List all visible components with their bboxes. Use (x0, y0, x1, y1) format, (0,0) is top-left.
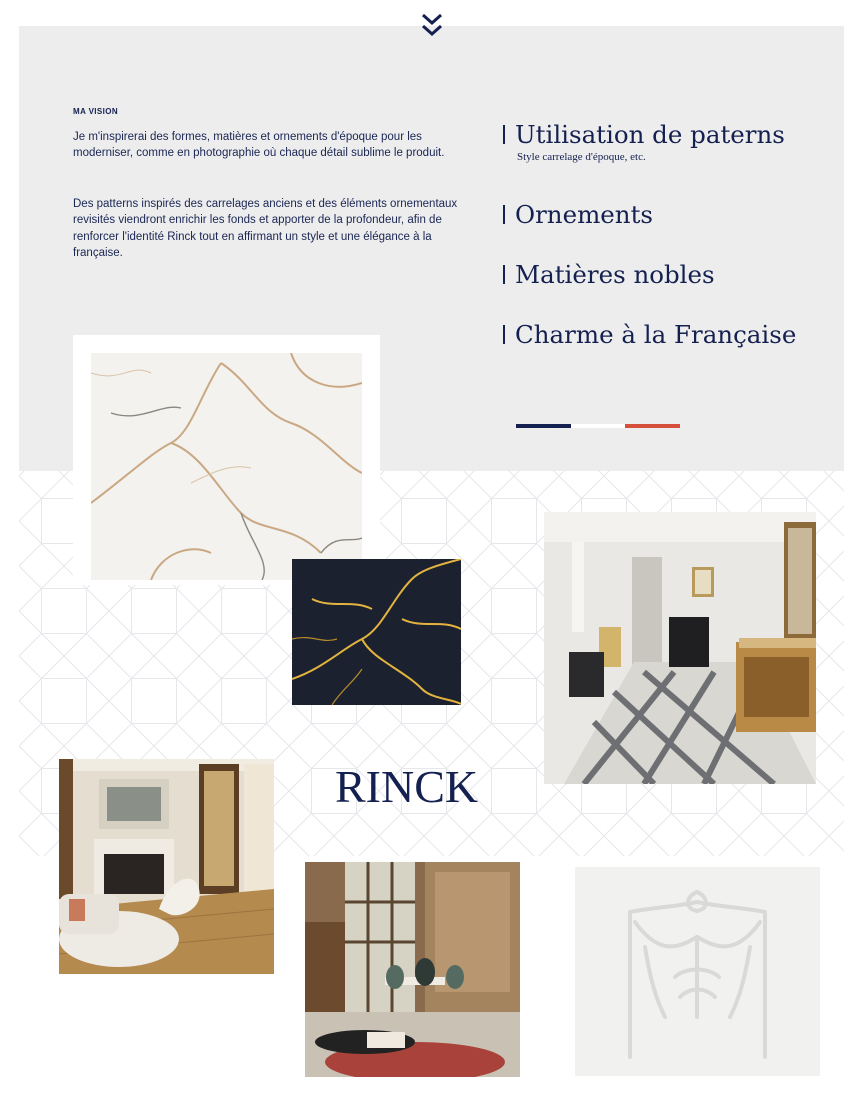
pillar-patterns (503, 120, 785, 149)
pillar-bar (503, 325, 505, 344)
plaster-ornament-image (575, 867, 820, 1076)
dining-room-image (305, 862, 520, 1077)
vision-heading: MA VISION (73, 107, 119, 116)
pillar-label: Charme à la Française (515, 320, 797, 349)
pillar-bar (503, 265, 505, 284)
living-room-image (59, 759, 274, 974)
pillar-label: Ornements (515, 200, 654, 229)
vision-paragraph-2: Des patterns inspirés des carrelages anciens et des éléments ornementaux revisités viendront enrichir les fonds et apporter de la profondeur, afin de renforcer l'identité Rinck tout en affirmant un style et une élégance à la française. (73, 198, 458, 259)
flag-red (625, 424, 680, 428)
vision-paragraph-1: Je m'inspirerai des formes, matières et ornements d'époque pour les moderniser, comme en photographie où chaque détail sublime le produit. (73, 131, 445, 160)
pillar-ornaments (503, 200, 653, 229)
rinck-logo: RINCK (335, 761, 479, 812)
white-marble-image (91, 353, 362, 580)
flag-blue (516, 424, 571, 428)
french-flag-stripe (516, 424, 680, 428)
black-gold-marble-image (292, 559, 461, 705)
pillar-noble-materials (503, 260, 715, 289)
marble-hallway-image (544, 512, 816, 784)
flag-white (571, 424, 626, 428)
pillar-bar (503, 205, 505, 224)
pillar-label: Matières nobles (515, 260, 715, 289)
pillar-patterns-subtitle: Style carrelage d'époque, etc. (517, 151, 646, 163)
double-chevron-down-icon[interactable] (420, 12, 444, 40)
pillar-french-charm (503, 320, 796, 349)
pillar-bar (503, 125, 505, 144)
pillar-label: Utilisation de paterns (515, 120, 785, 149)
